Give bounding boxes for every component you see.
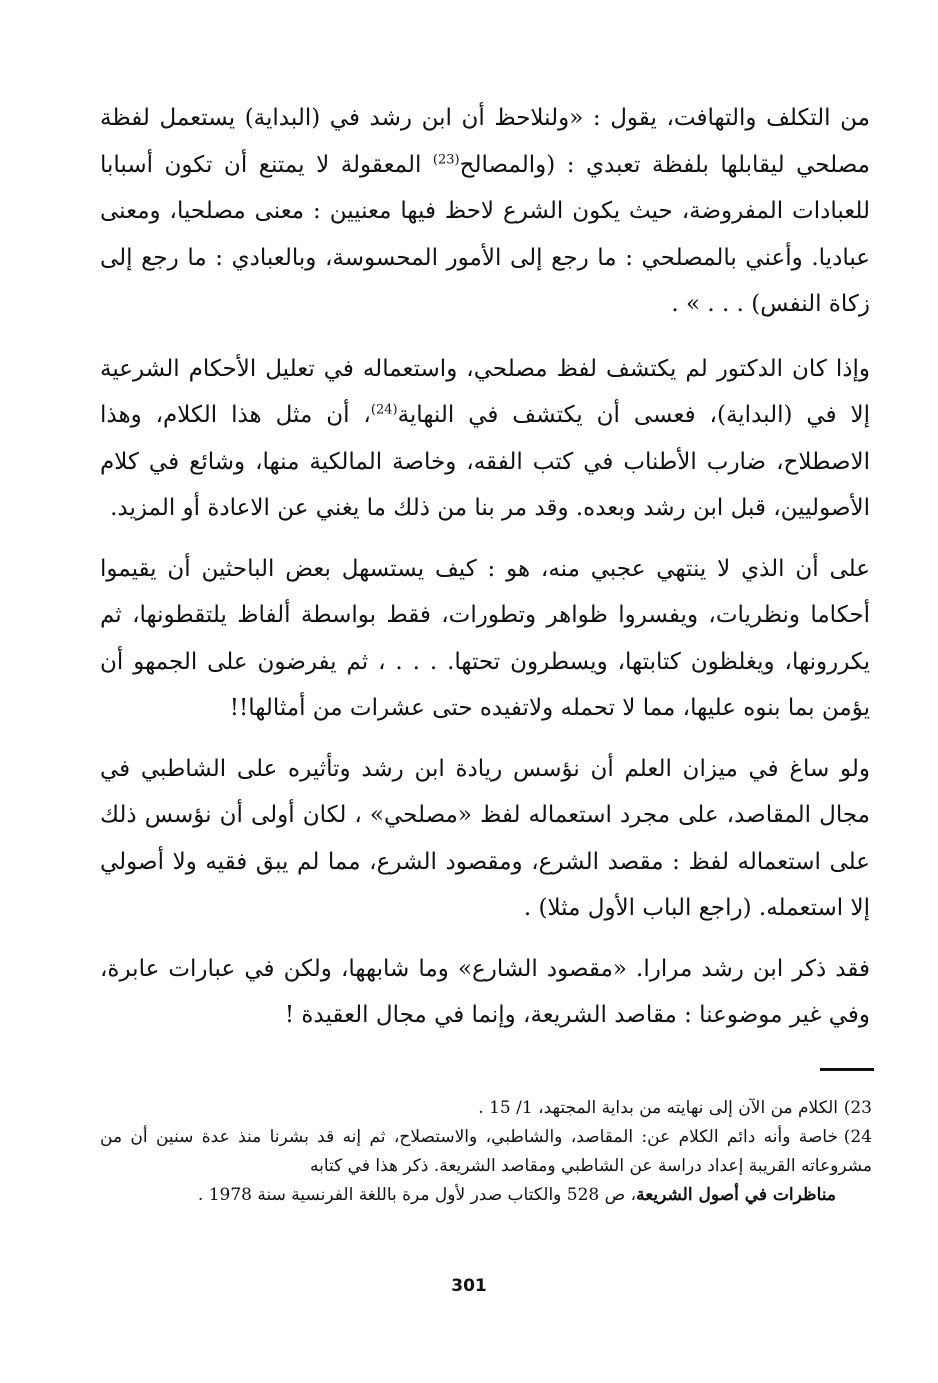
paragraph-3: على أن الذي لا ينتهي عجبي منه، هو : كيف يستسهل بعض الباحثين أن يقيموا أحكاما ونظريات، ويفسروا ظواهر وتطورات، فقط بواسطة ألفاظ يلتقطونها، ثم يكررونها، ويغلظون كتابتها، ويسطرون تحتها. . . . ، ثم يفرضون على الجمهو أن يؤمن بما بنوه عليها، مما لا تحمله ولاتفيده حتى عشرات من أمثالها!!	[100, 555, 870, 721]
main-text	[100, 95, 870, 1053]
footnote-continuation: مناظرات في أصول الشريعة، ص 528 والكتاب صدر لأول مرة باللغة الفرنسية سنة 1978 .	[197, 1185, 836, 1205]
paragraph-1: من التكلف والتهافت، يقول : «ولنلاحظ أن ابن رشد في (البداية) يستعمل لفظة مصلحي ليقابلها بلفظة تعبدي : (والمصالح$^{(23)}$ المعقولة لا يمتنع أن تكون أسبابا للعبادات المفروضة، حيث يكون الشرع لاحظ فيها معنيين : معنى مصلحيا، ومعنى عباديا. وأعني بالمصلحي : ما رجع إلى الأمور المحسوسة، وبالعبادي : ما رجع إلى زكاة النفس) . . . » .	[100, 105, 870, 317]
footnote-24	[100, 1123, 872, 1210]
footnote-text: خاصة وأنه دائم الكلام عن: المقاصد، والشاطبي، والاستصلاح، ثم إنه قد بشرنا منذ عدة سنين أن من مشروعاته القريبة إعداد دراسة عن الشاطبي ومقاصد الشريعة. ذكر هذا في كتابه	[100, 1127, 872, 1176]
footnote-ref-23[interactable]: (23)	[432, 151, 460, 167]
page-number: 301	[451, 1276, 487, 1296]
footnote-separator	[820, 1068, 874, 1071]
footnote-text: الكلام من الآن إلى نهايته من بداية المجتهد، 1/ 15 .	[478, 1098, 838, 1118]
paragraph-2: وإذا كان الدكتور لم يكتشف لفظ مصلحي، واستعماله في تعليل الأحكام الشرعية إلا في (البداية)، فعسى أن يكتشف في النهاية$^{(24)}$، أن مثل هذا الكلام، وهذا الاصطلاح، ضارب الأطناب في كتب الفقه، وخاصة المالكية منها، وشائع في كلام الأصوليين، قبل ابن رشد وبعده. وقد مر بنا من ذلك ما يغني عن الاعادة أو المزيد.	[100, 355, 871, 521]
paragraph-5: فقد ذكر ابن رشد مرارا. «مقصود الشارع» وما شابهها، ولكن في عبارات عابرة، وفي غير موضوعنا : مقاصد الشريعة، وإنما في مجال العقيدة !	[100, 955, 870, 1028]
paragraph-4: ولو ساغ في ميزان العلم أن نؤسس ريادة ابن رشد وتأثيره على الشاطبي في مجال المقاصد، على مجرد استعماله لفظ «مصلحي» ، لكان أولى أن نؤسس ذلك على استعماله لفظ : مقصد الشرع، ومقصود الشرع، مما لم يبق فقيه ولا أصولي إلا استعمله. (راجع الباب الأول مثلا) .	[100, 755, 870, 921]
footnote-23	[100, 1094, 872, 1123]
footnote-number: 24)	[843, 1127, 872, 1147]
footnotes	[100, 1094, 872, 1210]
footnote-ref-24[interactable]: (24)	[370, 402, 398, 418]
book-title: مناظرات في أصول الشريعة	[636, 1185, 836, 1205]
footnote-number: 23)	[843, 1098, 872, 1118]
